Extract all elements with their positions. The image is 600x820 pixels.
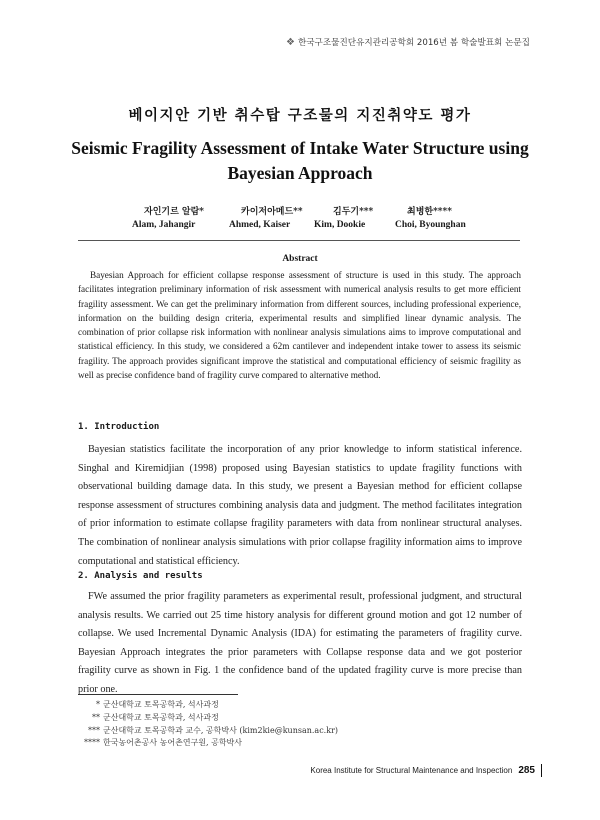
author-name-korean: 최병한**** <box>407 207 452 217</box>
footnote-divider <box>78 694 238 695</box>
footer-bar <box>541 764 542 777</box>
footnote <box>78 699 338 712</box>
footnote-text: 군산대학교 토목공학과, 석사과정 <box>103 712 219 722</box>
author-2 <box>229 204 303 230</box>
diamond-bullet-icon: ❖ <box>285 36 295 48</box>
introduction-paragraph: Bayesian statistics facilitate the incorporation of any prior knowledge to inform statistical inference. Singhal and Kiremidjian (1998) proposed using Bayesian statistics to update fragility functions with observational building damage data. In this study, we present a Bayesian method for efficient collapse response assessment of structures combining analysis data and judgment. The method facilitates integration of prior information to estimate collapse fragility parameters with data from nonlinear structural analyses. The combination of nonlinear analysis simulations with prior collapse fragility information aims to improve computational and statistical efficiency. <box>78 444 522 567</box>
footer-organization: Korea Institute for Structural Maintenance and Inspection <box>310 766 513 775</box>
footnote-text: 군산대학교 토목공학과 교수, 공학박사 (kim2kie@kunsan.ac.kr) <box>103 725 339 735</box>
footnote-text: 한국농어촌공사 농어촌연구원, 공학박사 <box>103 738 243 748</box>
author-name-english: Kim, Dookie <box>314 220 366 230</box>
author-name-english: Choi, Byounghan <box>395 220 466 230</box>
author-4 <box>395 204 466 230</box>
paper-title-english: Seismic Fragility Assessment of Intake Water Structure using Bayesian Approach <box>71 138 529 183</box>
conference-name: 한국구조물진단유지관리공학회 2016년 봄 학술발표회 논문집 <box>297 38 530 48</box>
author-name-korean: 자인기르 알람* <box>144 207 205 217</box>
footnote <box>78 712 338 725</box>
page-footer <box>310 764 542 777</box>
author-name-korean: 카이저아메드** <box>241 207 303 217</box>
conference-header <box>286 36 530 48</box>
author-name-korean: 김두기*** <box>333 207 374 217</box>
section-heading-introduction: 1. Introduction <box>78 422 160 432</box>
footnote <box>78 725 338 738</box>
author-name-english: Alam, Jahangir <box>132 220 196 230</box>
footnote-marker: ** <box>92 712 100 722</box>
author-name-english: Ahmed, Kaiser <box>229 220 291 230</box>
footnote-marker: *** <box>88 725 100 735</box>
author-3 <box>314 204 374 230</box>
paper-title-korean: 베이지안 기반 취수탑 구조물의 지진취약도 평가 <box>128 107 472 124</box>
footnote-text: 군산대학교 토목공학과, 석사과정 <box>103 700 219 709</box>
author-1 <box>132 204 205 230</box>
footnote <box>78 737 338 750</box>
section-heading-analysis: 2. Analysis and results <box>78 571 203 581</box>
analysis-paragraph: FWe assumed the prior fragility parameters as experimental result, professional judgment, and structural analysis results. We carried out 25 time history analysis for different ground motion and got 12 number of collapse. We used Incremental Dynamic Analysis (IDA) for estimating the parameters of fragility curve. Bayesian Approach integrates the prior parameters with Collapse response data and we got posterior fragility curve as shown in Fig. 1 the confidence band of the updated fragility curve is more precise than prior one. <box>78 591 522 695</box>
footnote-marker: * <box>96 700 100 709</box>
page-number: 285 <box>518 765 535 776</box>
abstract-text: Bayesian Approach for efficient collapse response assessment of structure is used in this study. The approach facilitates integration preliminary information of risk assessment with numerical analysis results to get more efficient fragility assessment. We can get the preliminary information from different sources, including professional experience, information on the building design criteria, experimental results and simplified linear dynamic analysis. The combination of prior collapse risk information with nonlinear analysis simulations aims to improve computational and statistical efficiency. In this study, we considered a 62m cantilever and independent intake tower to assess its seismic fragility. The approach provides significant improve the statistical and computational efficiency of seismic fragility as well as precise confidence band of fragility curve compared to alternative method. <box>78 270 521 381</box>
title-divider <box>78 240 520 241</box>
footnote-marker: **** <box>84 738 100 748</box>
footnotes <box>78 699 338 750</box>
abstract-heading: Abstract <box>282 254 318 264</box>
